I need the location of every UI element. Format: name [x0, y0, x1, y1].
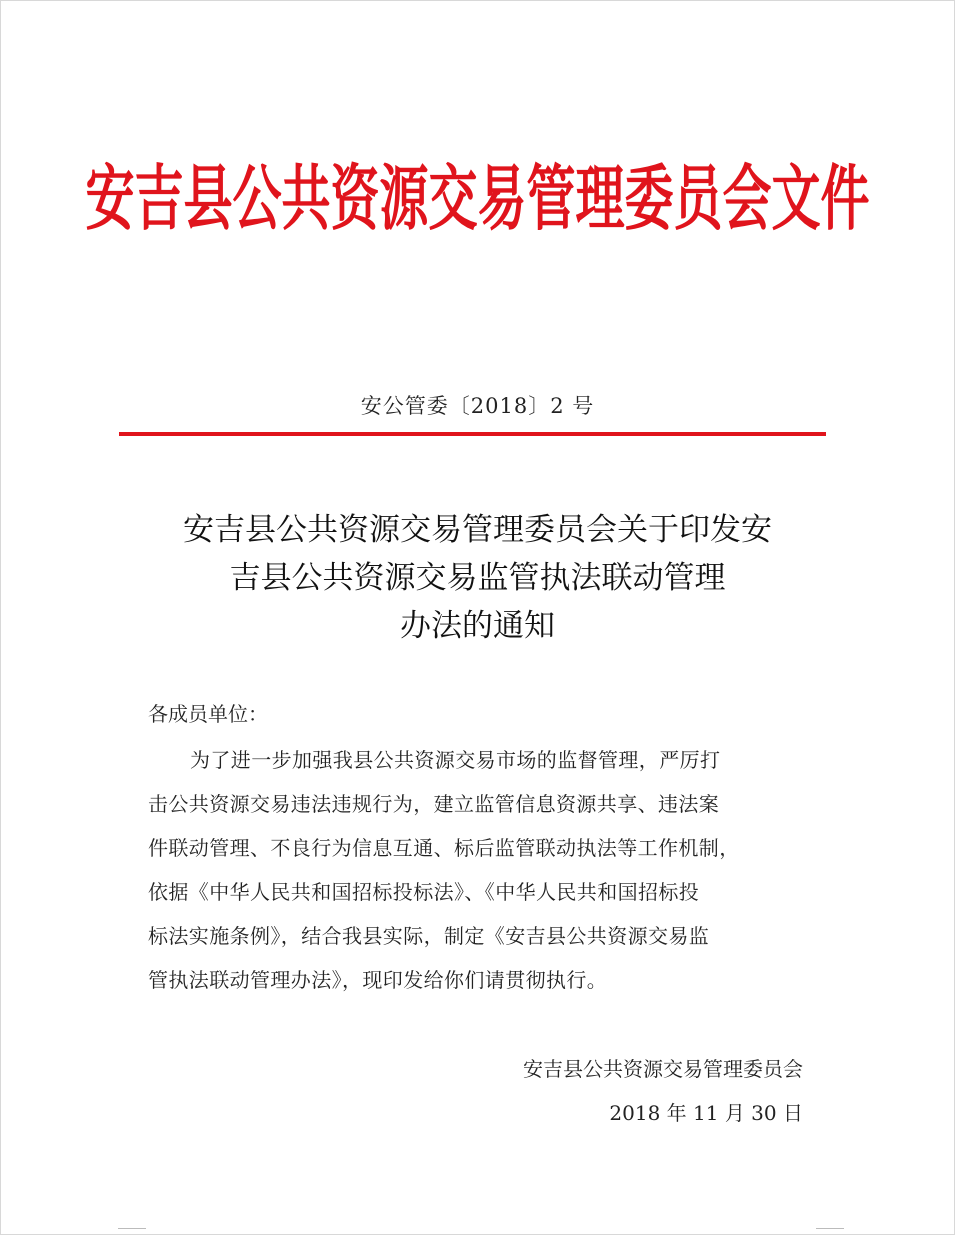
title-line: 办法的通知 — [400, 608, 555, 644]
salutation: 各成员单位： — [148, 702, 268, 726]
body-line: 标法实施条例》，结合我县实际，制定《安吉县公共资源交易监 — [148, 924, 710, 948]
body-line: 击公共资源交易违法违规行为，建立监管信息资源共享、违法案 — [148, 792, 720, 816]
document-title — [100, 506, 855, 650]
red-divider-rule — [119, 432, 826, 436]
signatory: 安吉县公共资源交易管理委员会 — [523, 1057, 803, 1081]
page-corner-mark-right — [816, 1228, 844, 1232]
body-paragraph — [148, 738, 820, 1002]
body-line: 依据《中华人民共和国招标投标法》、《中华人民共和国招标投 — [148, 880, 700, 904]
document-number: 安公管委〔2018〕2 号 — [360, 394, 595, 418]
body-line: 件联动管理、不良行为信息互通、标后监管联动执法等工作机制， — [148, 836, 740, 860]
title-line: 吉县公共资源交易监管执法联动管理 — [229, 560, 726, 596]
page-corner-mark-left — [118, 1228, 146, 1232]
body-line: 管执法联动管理办法》，现印发给你们请贯彻执行。 — [148, 968, 608, 992]
body-line: 为了进一步加强我县公共资源交易市场的监督管理，严厉打 — [190, 748, 721, 772]
title-line: 安吉县公共资源交易管理委员会关于印发安 — [183, 512, 772, 548]
issue-date: 2018 年 11 月 30 日 — [609, 1101, 803, 1125]
issuer-banner: 安吉县公共资源交易管理委员会文件 — [85, 157, 870, 241]
